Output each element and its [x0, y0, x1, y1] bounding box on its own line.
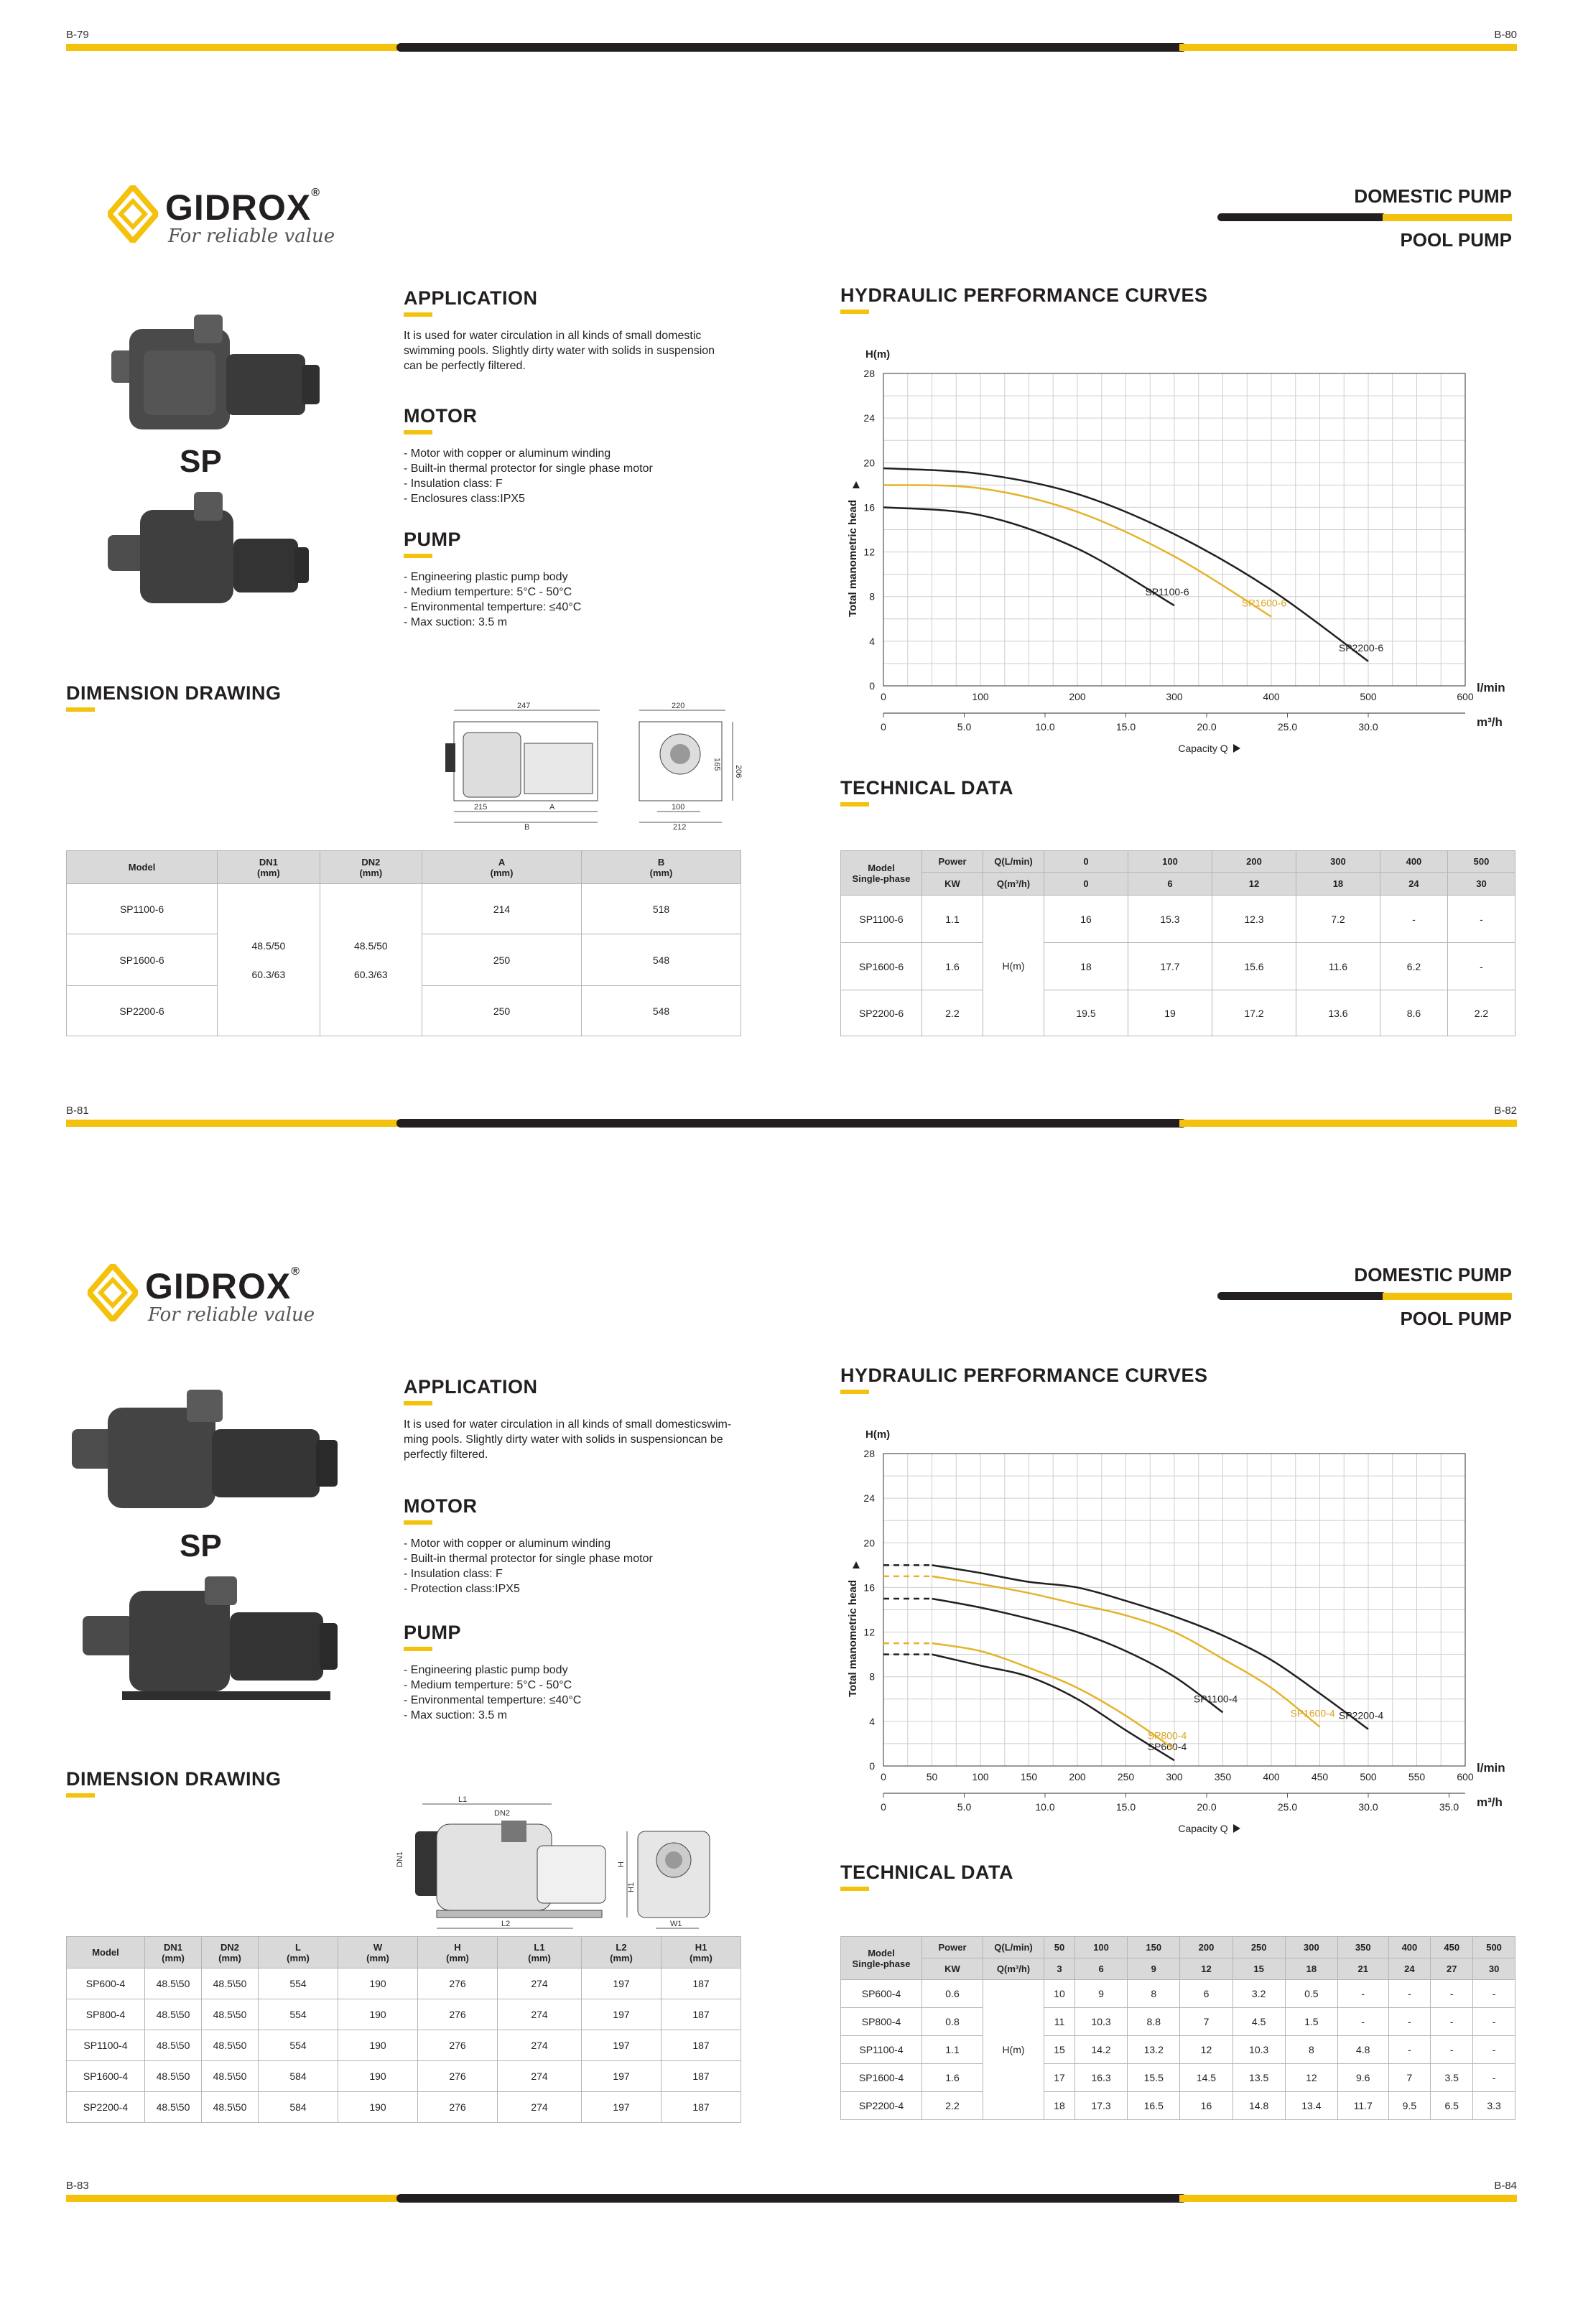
y-unit-label: H(m) [865, 1428, 891, 1441]
dim-label: 215 [474, 803, 488, 812]
dim-label: 100 [672, 803, 685, 812]
y-unit-label: H(m) [865, 348, 891, 361]
x2-tick-label: 10.0 [1035, 721, 1055, 733]
series-label: SP600-4 [1147, 1741, 1187, 1753]
table-row: SP1600-4 48.5\50 48.5\50 584 190 276 274 197 187 [67, 2061, 741, 2092]
x-tick-label: 100 [972, 1771, 989, 1782]
cell-a: 250 [422, 986, 582, 1036]
x-tick-label: 100 [972, 691, 989, 702]
series-label: SP1600-6 [1241, 597, 1287, 609]
application-text: It is used for water circulation in all kinds of small domestic swimming pools. Slightly dirty water with solids in suspension can be perfectly filtered. [404, 330, 715, 372]
technical-table: Model Single-phase Power Q(L/min) 50 100 150 200 250 300 350 400 450 500 KW Q(m³/h) 3 6 9 12 15 18 21 24 27 30 SP600-4 0.6 H(m) 10 9 8 6 3.2 0.5 - - - - SP800-4 0.8 11 10.3 8.8 7 4.5 1.5 - - - - SP1100-4 1.1 15 14.2 13.2 12 10.3 8 4.8 - - - SP1600-4 1.6 17 16.3 15.5 14.5 13.5 12 9.6 7 3.5 - SP2200-4 2.2 18 17.3 16.5 16 14.8 13.4 11.7 9.5 6.5 3.3 [840, 1936, 1515, 2120]
y-axis-arrow-icon [853, 1561, 860, 1568]
y-tick-label: 20 [863, 457, 875, 469]
application-text: It is used for water circulation in all kinds of small domesticswim- ming pools. Slightly dirty water with solids in suspensioncan be perfectly filtered. [404, 1418, 732, 1461]
dimension-title: DIMENSION DRAWING [66, 1768, 282, 1790]
dimension-title: DIMENSION DRAWING [66, 682, 282, 704]
y-tick-label: 24 [863, 412, 875, 424]
y-tick-label: 0 [869, 680, 875, 692]
svg-text:L1: L1 [458, 1795, 468, 1804]
brand-name: GIDROX [165, 187, 312, 228]
x2-tick-label: 25.0 [1277, 721, 1298, 733]
title-underline [404, 312, 432, 317]
svg-text:H: H [617, 1861, 626, 1867]
series-label: SP [180, 1528, 222, 1563]
title-underline [840, 1887, 869, 1891]
y-axis-arrow-icon [853, 481, 860, 488]
x-tick-label: 200 [1069, 1771, 1086, 1782]
x-tick-label: 500 [1360, 1771, 1377, 1782]
series-label: SP [180, 444, 222, 479]
y-tick-label: 28 [863, 1448, 875, 1459]
th-kw: KW [922, 873, 983, 896]
technical-table: Model Single-phase Power Q(L/min) 0 100 200 300 400 500 KW Q(m³/h) 0 6 12 18 24 30 SP1100-6 1.1 H(m) 16 15.3 12.3 7.2 - - SP1600-6 1.6 18 17.7 15.6 11.6 6.2 - SP2200-6 2.2 19.5 19 17.2 13.6 8.6 2.2 [840, 850, 1515, 1036]
th-a: A (mm) [422, 851, 582, 884]
brand-logo [108, 185, 335, 247]
th-power: Power [922, 851, 983, 873]
page-number: B-81 [66, 1105, 89, 1117]
series-label: SP2200-6 [1338, 641, 1384, 654]
series-label: SP2200-4 [1338, 1709, 1384, 1721]
x-tick-label: 0 [881, 691, 886, 702]
y-tick-label: 12 [863, 1626, 875, 1638]
pump-photo [101, 488, 316, 618]
pump-photo [65, 1386, 352, 1526]
table-row: SP2200-4 48.5\50 48.5\50 584 190 276 274 197 187 [67, 2092, 741, 2123]
curves-title: HYDRAULIC PERFORMANCE CURVES [840, 1365, 1208, 1386]
cell-model: SP1100-6 [67, 884, 218, 934]
x2-tick-label: 30.0 [1358, 1801, 1378, 1813]
x-tick-label: 200 [1069, 691, 1086, 702]
y-tick-label: 8 [869, 590, 875, 603]
cell-b: 548 [582, 986, 741, 1036]
motor-text: - Motor with copper or aluminum winding - Built-in thermal protector for single phase motor - Insulation class: F - Protection class:IPX5 [404, 1538, 653, 1595]
cell-model: SP2200-6 [67, 986, 218, 1036]
series-label: SP1100-4 [1193, 1693, 1238, 1705]
dim-label: B [524, 823, 530, 832]
series-label: SP1600-4 [1290, 1707, 1335, 1719]
title-underline [66, 707, 95, 712]
x2-unit-label: m³/h [1477, 1795, 1503, 1809]
curves-title: HYDRAULIC PERFORMANCE CURVES [840, 284, 1208, 306]
x2-tick-label: 5.0 [957, 1801, 972, 1813]
table-row: SP800-4 48.5\50 48.5\50 554 190 276 274 197 187 [67, 1999, 741, 2030]
x-tick-label: 400 [1263, 691, 1280, 702]
cell-a: 214 [422, 884, 582, 934]
dimension-drawing [445, 700, 747, 840]
x-unit-label: l/min [1477, 681, 1505, 694]
series-label: SP800-4 [1147, 1729, 1187, 1742]
title-underline [404, 430, 432, 434]
title-underline [404, 1520, 432, 1525]
y-tick-label: 20 [863, 1537, 875, 1549]
svg-text:DN2: DN2 [494, 1809, 511, 1818]
th-dn1: DN1 (mm) [218, 851, 320, 884]
table-row [67, 884, 741, 934]
x-tick-label: 600 [1457, 1771, 1474, 1782]
page-number: B-84 [1494, 2180, 1517, 2192]
x2-tick-label: 15.0 [1115, 721, 1136, 733]
cell-model: SP1600-6 [67, 934, 218, 986]
y-tick-label: 4 [869, 635, 875, 647]
y-axis-label: Total manometric head [847, 499, 859, 618]
dim-label: A [549, 803, 555, 812]
header-category [1217, 185, 1512, 251]
dim-label: 165 [712, 758, 721, 771]
title-underline [840, 1390, 869, 1394]
category-line-1: DOMESTIC PUMP [1354, 1264, 1512, 1286]
cell-dn1: 48.5/50 60.3/63 [218, 884, 320, 1036]
x2-tick-label: 30.0 [1358, 721, 1378, 733]
th-model: Model Single-phase [841, 851, 922, 896]
x-tick-label: 450 [1311, 1771, 1329, 1782]
title-underline [840, 802, 869, 807]
y-tick-label: 24 [863, 1492, 875, 1505]
x-tick-label: 300 [1166, 1771, 1183, 1782]
th-q1: Q(L/min) [983, 851, 1044, 873]
x2-tick-label: 20.0 [1197, 721, 1217, 733]
x2-tick-label: 35.0 [1439, 1801, 1459, 1813]
application-title: APPLICATION [404, 287, 538, 309]
cell-head: H(m) [983, 896, 1044, 1036]
dimension-table [66, 850, 741, 1036]
pump-text: - Engineering plastic pump body - Medium temperture: 5°C - 50°C - Environmental temperture: ≤40°C - Max suction: 3.5 m [404, 1664, 582, 1721]
table-row: SP800-4 0.8 11 10.3 8.8 7 4.5 1.5 - - - - [841, 2008, 1515, 2036]
x-axis-label: Capacity Q [1178, 1823, 1228, 1834]
x-tick-label: 350 [1214, 1771, 1232, 1782]
title-underline [840, 310, 869, 314]
page-number: B-82 [1494, 1105, 1517, 1117]
x2-tick-label: 25.0 [1277, 1801, 1298, 1813]
y-tick-label: 12 [863, 546, 875, 558]
x2-tick-label: 15.0 [1115, 1801, 1136, 1813]
x-tick-label: 550 [1408, 1771, 1426, 1782]
y-tick-label: 28 [863, 368, 875, 379]
motor-title: MOTOR [404, 1495, 478, 1517]
title-underline [404, 554, 432, 558]
pump-title: PUMP [404, 1622, 462, 1643]
x-axis-arrow-icon [1233, 1824, 1240, 1833]
performance-chart [840, 338, 1530, 768]
brand-tagline: For reliable value [168, 226, 335, 247]
tech-title: TECHNICAL DATA [840, 777, 1013, 799]
x-tick-label: 300 [1166, 691, 1183, 702]
x2-tick-label: 0 [881, 721, 886, 733]
svg-text:H1: H1 [627, 1882, 636, 1892]
x-tick-label: 50 [926, 1771, 938, 1782]
brand-reg: ® [291, 1265, 301, 1278]
title-underline [404, 1647, 432, 1651]
category-line-1: DOMESTIC PUMP [1354, 185, 1512, 207]
x-axis-arrow-icon [1233, 744, 1240, 753]
application-title: APPLICATION [404, 1376, 538, 1398]
y-tick-label: 16 [863, 501, 875, 513]
x-tick-label: 500 [1360, 691, 1377, 702]
dim-label: 212 [673, 823, 687, 832]
y-axis-label: Total manometric head [847, 1579, 859, 1698]
th-q2: Q(m³/h) [983, 873, 1044, 896]
x2-unit-label: m³/h [1477, 715, 1503, 729]
title-underline [404, 1401, 432, 1405]
table-row: SP1100-4 1.1 15 14.2 13.2 12 10.3 8 4.8 - - - [841, 2036, 1515, 2064]
table-row: SP1600-6 1.6 18 17.7 15.6 11.6 6.2 - [841, 943, 1515, 990]
table-row: SP600-4 0.6 H(m) 10 9 8 6 3.2 0.5 - - - - [841, 1980, 1515, 2008]
motor-text: - Motor with copper or aluminum winding - Built-in thermal protector for single phase motor - Insulation class: F - Enclosures class:IPX5 [404, 447, 653, 505]
category-line-2: POOL PUMP [1400, 1308, 1512, 1329]
page-number: B-83 [66, 2180, 89, 2192]
pump-text: - Engineering plastic pump body - Medium temperture: 5°C - 50°C - Environmental temperture: ≤40°C - Max suction: 3.5 m [404, 571, 582, 628]
cell-b: 518 [582, 884, 741, 934]
page-number: B-79 [66, 29, 89, 41]
dimension-table: Model DN1 (mm) DN2 (mm) L (mm) W (mm) H (mm) L1 (mm) L2 (mm) H1 (mm) SP600-4 48.5\50 48.5\50 554 190 276 274 197 187 SP800-4 48.5\50 48.5\50 554 190 276 274 197 187 SP1100-4 48.5\50 48.5\50 554 190 276 274 197 187 SP1600-4 48.5\50 48.5\50 584 190 276 274 197 187 SP2200-4 48.5\50 48.5\50 584 190 276 274 197 187 [66, 1936, 741, 2123]
pump-photo [79, 1573, 352, 1706]
x2-tick-label: 0 [881, 1801, 886, 1813]
cell-b: 548 [582, 934, 741, 986]
dimension-drawing [394, 1795, 724, 1950]
page-number: B-80 [1494, 29, 1517, 41]
cell-a: 250 [422, 934, 582, 986]
gidrox-logo-icon [108, 185, 158, 243]
y-tick-label: 4 [869, 1715, 875, 1727]
svg-text:W1: W1 [670, 1920, 682, 1928]
pump-photo [101, 307, 330, 444]
header-category [1217, 1264, 1512, 1330]
svg-text:L2: L2 [501, 1920, 511, 1928]
table-row: SP600-4 48.5\50 48.5\50 554 190 276 274 197 187 [67, 1969, 741, 1999]
dim-label: 206 [734, 765, 743, 778]
th-b: B (mm) [582, 851, 741, 884]
x-axis-label: Capacity Q [1178, 743, 1228, 754]
svg-text:DN1: DN1 [396, 1851, 404, 1867]
cell-dn2: 48.5/50 60.3/63 [320, 884, 422, 1036]
brand-name: GIDROX [145, 1266, 292, 1306]
x2-tick-label: 10.0 [1035, 1801, 1055, 1813]
dim-label: 220 [672, 702, 685, 710]
title-underline [66, 1793, 95, 1798]
x-tick-label: 0 [881, 1771, 886, 1782]
x-tick-label: 400 [1263, 1771, 1280, 1782]
x-tick-label: 600 [1457, 691, 1474, 702]
x-tick-label: 150 [1020, 1771, 1038, 1782]
table-row: SP2200-4 2.2 18 17.3 16.5 16 14.8 13.4 11.7 9.5 6.5 3.3 [841, 2092, 1515, 2120]
brand-reg: ® [311, 187, 321, 199]
table-row: SP1100-6 1.1 H(m) 16 15.3 12.3 7.2 - - [841, 896, 1515, 943]
brand-logo [88, 1264, 315, 1326]
th-dn2: DN2 (mm) [320, 851, 422, 884]
table-row: SP1600-4 1.6 17 16.3 15.5 14.5 13.5 12 9.6 7 3.5 - [841, 2064, 1515, 2092]
gidrox-logo-icon [88, 1264, 138, 1321]
motor-title: MOTOR [404, 405, 478, 427]
y-tick-label: 0 [869, 1760, 875, 1772]
th-model: Model [67, 851, 218, 884]
table-row: SP2200-6 2.2 19.5 19 17.2 13.6 8.6 2.2 [841, 990, 1515, 1036]
dim-label: 247 [517, 702, 531, 710]
table-row: SP1100-4 48.5\50 48.5\50 554 190 276 274 197 187 [67, 2030, 741, 2061]
x2-tick-label: 5.0 [957, 721, 972, 733]
x2-tick-label: 20.0 [1197, 1801, 1217, 1813]
category-line-2: POOL PUMP [1400, 229, 1512, 251]
brand-tagline: For reliable value [148, 1304, 315, 1326]
y-tick-label: 8 [869, 1670, 875, 1683]
performance-chart [840, 1418, 1530, 1849]
pump-title: PUMP [404, 529, 462, 550]
x-tick-label: 250 [1117, 1771, 1135, 1782]
tech-title: TECHNICAL DATA [840, 1861, 1013, 1883]
x-unit-label: l/min [1477, 1761, 1505, 1775]
series-label: SP1100-6 [1145, 586, 1189, 598]
y-tick-label: 16 [863, 1581, 875, 1594]
